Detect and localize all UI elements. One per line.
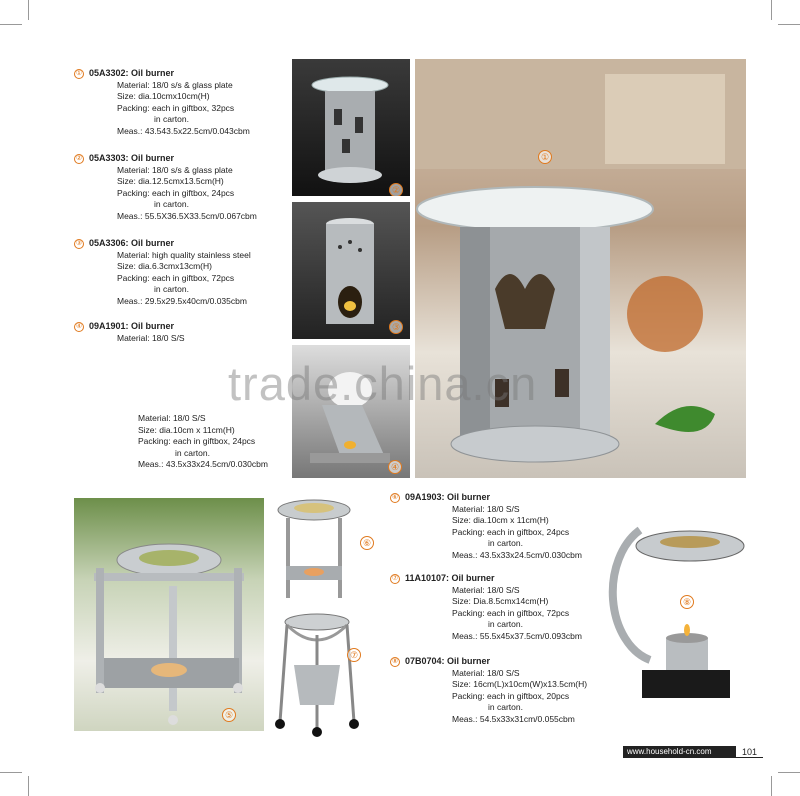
oil-burner-illustration <box>292 59 410 196</box>
spec-line: Size: Dia.8.5cmx14cm(H) <box>452 596 549 606</box>
spec-line: Size: dia.10cmx10cm(H) <box>117 91 210 101</box>
product-heading: 09A1901: Oil burner <box>89 321 175 331</box>
product-entry-8 <box>390 656 615 725</box>
spec-line: in carton. <box>154 284 189 294</box>
product-photo-6 <box>272 494 382 604</box>
spec-line: Meas.: 55.5x45x37.5cm/0.093cbm <box>452 630 582 641</box>
product-heading: 11A10107: Oil burner <box>405 573 495 583</box>
oil-burner-illustration <box>292 202 410 339</box>
spec-line: in carton. <box>488 619 523 629</box>
oil-burner-illustration <box>272 610 382 738</box>
spec-line: Meas.: 43.543.5x22.5cm/0.043cbm <box>117 125 250 136</box>
product-heading: 05A3303: Oil burner <box>89 153 175 163</box>
spec-line: Material: 18/0 S/S <box>117 332 185 343</box>
spec-line: Packing: each in giftbox, 72pcs <box>452 607 570 618</box>
oil-burner-illustration <box>600 520 750 705</box>
photo-number-badge: ⑥ <box>360 536 374 550</box>
product-entry-6 <box>390 492 605 561</box>
crop-mark <box>0 24 22 25</box>
number-badge: ② <box>75 155 83 162</box>
product-entry-3 <box>74 238 289 307</box>
spec-line: Meas.: 55.5X36.5X33.5cm/0.067cbm <box>117 210 257 221</box>
spec-line: Size: dia.10cm x 11cm(H) <box>138 424 235 435</box>
product-photo-3 <box>292 202 410 339</box>
photo-number-badge: ⑦ <box>347 648 361 662</box>
crop-mark <box>0 772 22 773</box>
spec-line: in carton. <box>488 538 523 548</box>
spec-line: in carton. <box>154 114 189 124</box>
spec-line: Material: 18/0 S/S <box>452 584 520 595</box>
product-heading: 09A1903: Oil burner <box>405 492 491 502</box>
oil-burner-illustration <box>415 59 746 478</box>
spec-line: Material: 18/0 s/s & glass plate <box>117 79 233 90</box>
product-entry-4 <box>74 321 289 344</box>
spec-line: Size: 16cm(L)x10cm(W)x13.5cm(H) <box>452 679 588 689</box>
spec-line: Packing: each in giftbox, 24pcs <box>138 436 256 446</box>
product-entry-7 <box>390 573 605 642</box>
crop-mark <box>28 776 29 796</box>
crop-mark <box>778 772 800 773</box>
spec-line: Packing: each in giftbox, 24pcs <box>117 187 235 198</box>
crop-mark <box>771 776 772 796</box>
spec-line: in carton. <box>488 702 523 712</box>
product-entry-2 <box>74 153 289 222</box>
product-photo-1 <box>415 59 746 478</box>
photo-number-badge: ③ <box>389 320 403 334</box>
number-badge: ④ <box>75 323 83 330</box>
photo-number-badge: ⑤ <box>222 708 236 722</box>
spec-line: Meas.: 29.5x29.5x40cm/0.035cbm <box>117 295 247 306</box>
crop-mark <box>778 24 800 25</box>
spec-line: Size: dia.10cm x 11cm(H) <box>452 515 549 525</box>
spec-line: Size: dia.6.3cmx13cm(H) <box>117 261 212 271</box>
product-entry-1 <box>74 68 289 137</box>
spec-line: in carton. <box>175 447 210 458</box>
oil-burner-illustration <box>74 498 264 731</box>
page-number: 101 <box>736 746 763 758</box>
crop-mark <box>28 0 29 20</box>
product-heading: 07B0704: Oil burner <box>405 656 491 666</box>
product-photo-7 <box>272 610 382 738</box>
page-footer <box>623 746 763 758</box>
spec-line: Meas.: 43.5x33x24.5cm/0.030cbm <box>452 549 582 560</box>
product-heading: 05A3306: Oil burner <box>89 238 175 248</box>
website-url: www.household-cn.com <box>623 746 736 758</box>
product-photo-8 <box>600 520 750 705</box>
photo-number-badge: ④ <box>388 460 402 474</box>
spec-line: Material: high quality stainless steel <box>117 249 251 260</box>
spec-line: Size: dia.12.5cmx13.5cm(H) <box>117 176 224 186</box>
number-badge: ① <box>75 70 83 77</box>
spec-line: Packing: each in giftbox, 32pcs <box>117 102 235 113</box>
spec-line: Material: 18/0 S/S <box>138 413 206 423</box>
photo-number-badge: ⑧ <box>680 595 694 609</box>
spec-line: Packing: each in giftbox, 72pcs <box>117 272 235 283</box>
spec-line: in carton. <box>154 199 189 209</box>
crop-mark <box>771 0 772 20</box>
product-photo-2 <box>292 59 410 196</box>
product-entry-5 <box>95 413 295 471</box>
spec-line: Material: 18/0 S/S <box>452 667 520 678</box>
photo-number-badge: ① <box>538 150 552 164</box>
photo-number-badge: ② <box>389 183 403 196</box>
product-photo-5 <box>74 498 264 731</box>
number-badge: ③ <box>75 240 83 247</box>
spec-line: Meas.: 54.5x33x31cm/0.055cbm <box>452 713 575 724</box>
number-badge: ⑥ <box>391 494 399 501</box>
spec-line: Packing: each in giftbox, 24pcs <box>452 526 570 537</box>
watermark: trade.china.cn <box>228 357 538 410</box>
spec-line: Material: 18/0 s/s & glass plate <box>117 164 233 175</box>
spec-line: Meas.: 43.5x33x24.5cm/0.030cbm <box>138 459 268 469</box>
number-badge: ⑧ <box>391 658 399 665</box>
number-badge: ⑦ <box>391 575 399 582</box>
spec-line: Packing: each in giftbox, 20pcs <box>452 690 570 701</box>
product-heading: 05A3302: Oil burner <box>89 68 175 78</box>
spec-line: Material: 18/0 S/S <box>452 503 520 514</box>
